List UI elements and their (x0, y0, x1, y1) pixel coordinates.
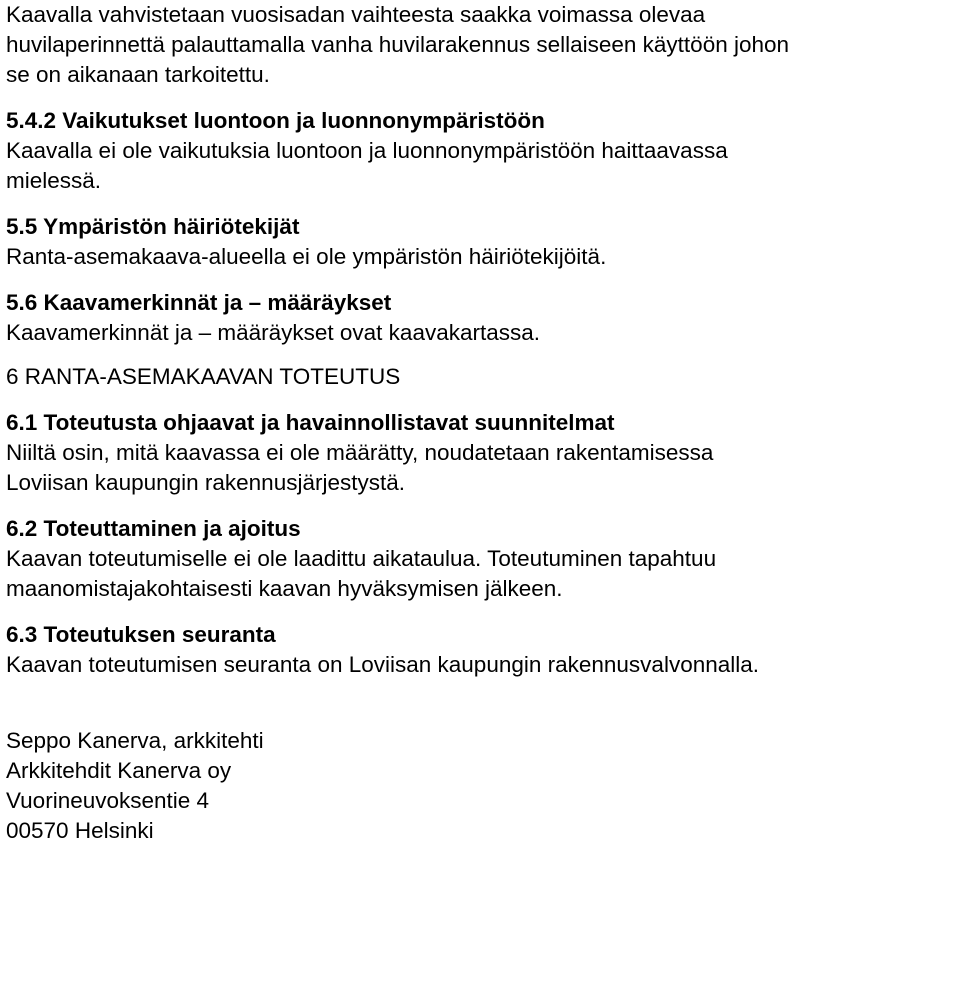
paragraph-line: Kaavalla vahvistetaan vuosisadan vaihteesta saakka voimassa olevaa (6, 2, 706, 27)
paragraph-line: mielessä. (6, 168, 102, 193)
intro-paragraph (6, 0, 956, 90)
paragraph-line: Loviisan kaupungin rakennusjärjestystä. (6, 470, 405, 495)
paragraph-line: Kaavalla ei ole vaikutuksia luontoon ja luonnonympäristöön haittaavassa (6, 138, 728, 163)
company-name: Arkkitehdit Kanerva oy (6, 758, 232, 783)
paragraph-line: Kaavan toteutumisen seuranta on Loviisan kaupungin rakennusvalvonnalla. (6, 652, 760, 677)
signature-block (6, 726, 956, 846)
paragraph-line: Kaavan toteutumiselle ei ole laadittu aikataulua. Toteutuminen tapahtuu (6, 546, 717, 571)
section-5-4-2 (6, 106, 956, 196)
paragraph-line: maanomistajakohtaisesti kaavan hyväksymisen jälkeen. (6, 576, 563, 601)
paragraph-line: huvilaperinnettä palauttamalla vanha huvilarakennus sellaiseen käyttöön johon (6, 32, 790, 57)
paragraph-line: Kaavamerkinnät ja – määräykset ovat kaavakartassa. (6, 320, 541, 345)
paragraph-line: Ranta-asemakaava-alueella ei ole ympäristön häiriötekijöitä. (6, 244, 607, 269)
section-heading: 6.2 Toteuttaminen ja ajoitus (6, 516, 301, 541)
section-6-2 (6, 514, 956, 604)
document-page (6, 0, 956, 846)
section-6 (6, 362, 956, 392)
section-heading: 5.5 Ympäristön häiriötekijät (6, 214, 300, 239)
paragraph-line: Niiltä osin, mitä kaavassa ei ole määrätty, noudatetaan rakentamisessa (6, 440, 714, 465)
section-5-5 (6, 212, 956, 272)
section-5-6 (6, 288, 956, 348)
section-heading: 5.4.2 Vaikutukset luontoon ja luonnonympäristöön (6, 108, 545, 133)
author-name: Seppo Kanerva, arkkitehti (6, 728, 264, 753)
street-address: Vuorineuvoksentie 4 (6, 788, 210, 813)
chapter-heading: 6 RANTA-ASEMAKAAVAN TOTEUTUS (6, 364, 401, 389)
section-6-3 (6, 620, 956, 680)
section-heading: 6.3 Toteutuksen seuranta (6, 622, 276, 647)
section-6-1 (6, 408, 956, 498)
section-heading: 6.1 Toteutusta ohjaavat ja havainnollistavat suunnitelmat (6, 410, 615, 435)
section-heading: 5.6 Kaavamerkinnät ja – määräykset (6, 290, 392, 315)
paragraph-line: se on aikanaan tarkoitettu. (6, 62, 270, 87)
postal-address: 00570 Helsinki (6, 818, 154, 843)
